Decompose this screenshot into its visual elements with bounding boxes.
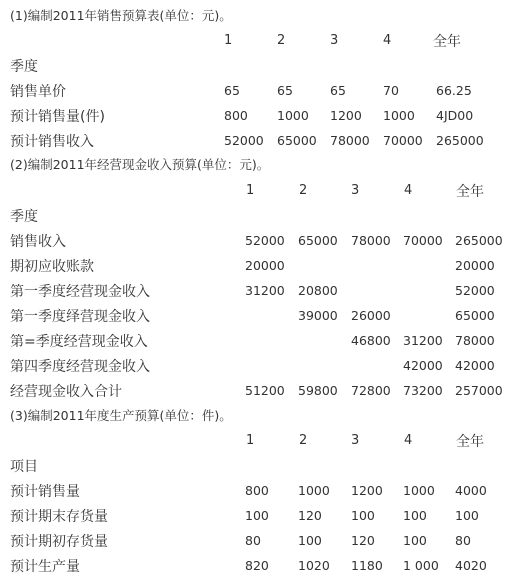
cell-year: 80 — [455, 533, 471, 548]
section-title: (2)编制2011年经营现金收入预算(单位：元)。 — [10, 157, 270, 172]
cell-year: 265000 — [455, 233, 503, 248]
cell-q2: 20800 — [298, 283, 338, 298]
cell-q2: 1000 — [277, 108, 309, 123]
cell-q1: 820 — [245, 558, 269, 573]
cell-q1: 52000 — [245, 233, 285, 248]
cell-year: 66.25 — [436, 83, 472, 98]
cell-q3: 46800 — [351, 333, 391, 348]
cell-q2: 65 — [277, 83, 293, 98]
row-label: 预计销售收入 — [10, 134, 94, 150]
cell-q3: 78000 — [330, 133, 370, 148]
cell-year: 100 — [455, 508, 479, 523]
header-q1: 1 — [246, 433, 255, 448]
cell-q4: 70000 — [403, 233, 443, 248]
cell-q1: 80 — [245, 533, 261, 548]
cell-q3: 1200 — [351, 483, 383, 498]
section-title: (3)编制2011年度生产预算(单位：件)。 — [10, 408, 232, 423]
cell-q3: 72800 — [351, 383, 391, 398]
row-label: 预计生产量 — [10, 559, 80, 575]
row-label: 预计销售量(件) — [10, 109, 105, 125]
cell-q4: 1000 — [403, 483, 435, 498]
cell-year: 20000 — [455, 258, 495, 273]
cell-q1: 65 — [224, 83, 240, 98]
cell-q4: 100 — [403, 533, 427, 548]
cell-q4: 42000 — [403, 358, 443, 373]
cell-q1: 800 — [245, 483, 269, 498]
header-year: 全年 — [456, 434, 484, 450]
row-header-label: 季度 — [10, 59, 38, 75]
cell-q2: 100 — [298, 533, 322, 548]
cell-q4: 31200 — [403, 333, 443, 348]
cell-year: 4020 — [455, 558, 487, 573]
row-label: 预计期初存货量 — [10, 534, 108, 550]
header-q3: 3 — [330, 33, 339, 48]
header-q2: 2 — [299, 183, 308, 198]
cell-q2: 65000 — [277, 133, 317, 148]
cell-q1: 51200 — [245, 383, 285, 398]
row-label: 第四季度经营现金收入 — [10, 359, 150, 375]
cell-q4: 100 — [403, 508, 427, 523]
cell-q2: 1000 — [298, 483, 330, 498]
cell-q1: 31200 — [245, 283, 285, 298]
cell-q2: 39000 — [298, 308, 338, 323]
row-label: 预计销售量 — [10, 484, 80, 500]
header-year: 全年 — [433, 34, 461, 50]
cell-q4: 70000 — [383, 133, 423, 148]
cell-year: 265000 — [436, 133, 484, 148]
header-q1: 1 — [246, 183, 255, 198]
cell-q3: 120 — [351, 533, 375, 548]
cell-q2: 120 — [298, 508, 322, 523]
cell-year: 65000 — [455, 308, 495, 323]
cell-year: 4000 — [455, 483, 487, 498]
header-q1: 1 — [224, 33, 233, 48]
cell-year: 42000 — [455, 358, 495, 373]
row-header-label: 项目 — [10, 459, 38, 475]
row-label: 第=季度经营现金收入 — [10, 334, 148, 350]
header-q4: 4 — [404, 183, 413, 198]
cell-q4: 1 000 — [403, 558, 439, 573]
cell-q1: 100 — [245, 508, 269, 523]
cell-q2: 65000 — [298, 233, 338, 248]
row-label: 预计期末存货量 — [10, 509, 108, 525]
cell-year: 78000 — [455, 333, 495, 348]
row-label: 经营现金收入合计 — [10, 384, 122, 400]
row-header-label: 季度 — [10, 209, 38, 225]
cell-q3: 1180 — [351, 558, 383, 573]
cell-q4: 1000 — [383, 108, 415, 123]
header-q2: 2 — [277, 33, 286, 48]
header-q3: 3 — [351, 183, 360, 198]
cell-q1: 52000 — [224, 133, 264, 148]
header-q4: 4 — [383, 33, 392, 48]
cell-q4: 73200 — [403, 383, 443, 398]
cell-q1: 20000 — [245, 258, 285, 273]
row-label: 期初应收账款 — [10, 259, 94, 275]
header-q4: 4 — [404, 433, 413, 448]
cell-q3: 26000 — [351, 308, 391, 323]
cell-q2: 59800 — [298, 383, 338, 398]
cell-q3: 1200 — [330, 108, 362, 123]
cell-year: 257000 — [455, 383, 503, 398]
cell-year: 4JD00 — [436, 108, 474, 123]
cell-q1: 800 — [224, 108, 248, 123]
cell-q3: 65 — [330, 83, 346, 98]
cell-q2: 1020 — [298, 558, 330, 573]
header-q3: 3 — [351, 433, 360, 448]
cell-q4: 70 — [383, 83, 399, 98]
cell-q3: 78000 — [351, 233, 391, 248]
cell-year: 52000 — [455, 283, 495, 298]
row-label: 第一季度绎营现金收入 — [10, 309, 150, 325]
section-title: (1)编制2011年销售预算表(单位：元)。 — [10, 8, 232, 23]
row-label: 销售收入 — [10, 234, 66, 250]
header-year: 全年 — [456, 184, 484, 200]
row-label: 销售单价 — [10, 84, 66, 100]
row-label: 第一季度经营现金收入 — [10, 284, 150, 300]
header-q2: 2 — [299, 433, 308, 448]
cell-q3: 100 — [351, 508, 375, 523]
